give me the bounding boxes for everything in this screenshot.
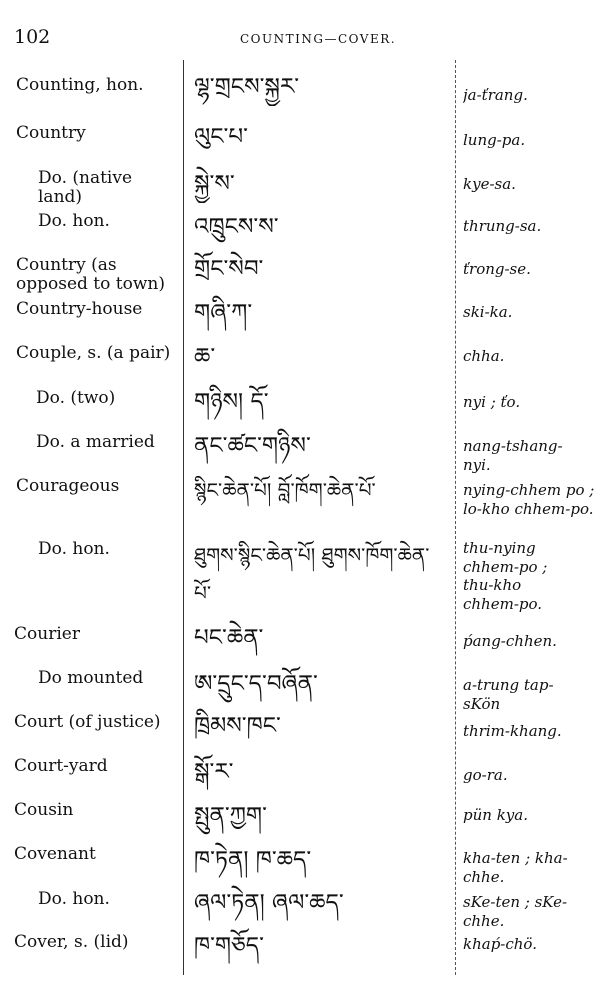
english-term: Court (of justice) xyxy=(14,712,161,732)
tibetan-term: སྒོ་ར་ xyxy=(194,759,234,785)
romanized-term: pün kya. xyxy=(463,806,528,824)
romanized-term: khaṕ-chö. xyxy=(463,935,537,953)
romanized-term: kye-sa. xyxy=(463,175,516,193)
romanized-term: ski-ka. xyxy=(463,303,513,321)
english-term: Counting, hon. xyxy=(16,75,144,95)
tibetan-term: སྐྱེ་ས་ xyxy=(194,171,235,197)
tibetan-term: ཆ་ xyxy=(194,344,216,370)
english-term: Do. hon. xyxy=(38,539,110,559)
tibetan-term: སྤུན་ཀྱག་ xyxy=(194,803,267,829)
romanized-term: ťrong-se. xyxy=(463,260,531,278)
tibetan-term: ཁྲིམས་ཁང་ xyxy=(194,713,281,739)
english-term: Courageous xyxy=(16,476,120,496)
english-term: Couple, s. (a pair) xyxy=(16,343,171,363)
english-term: Country xyxy=(16,123,86,143)
tibetan-term: ཨ་དྲུང་ད་བཞོན་ xyxy=(194,671,318,697)
english-term: Covenant xyxy=(14,844,96,864)
tibetan-term: ལྷ་གྲངས་སྐྱར་ xyxy=(194,74,300,100)
tibetan-term: ལུང་པ་ xyxy=(194,124,248,150)
english-term: Cover, s. (lid) xyxy=(14,932,129,952)
english-term: Do. (native land) xyxy=(38,168,133,207)
romanized-term: go-ra. xyxy=(463,766,508,784)
tibetan-term: འཁྲུངས་ས་ xyxy=(194,214,279,240)
tibetan-term: གཞི་ཀ་ xyxy=(194,300,253,326)
romanized-term: nying-chhem po ; lo-kho chhem-po. xyxy=(463,481,595,518)
romanized-term: nyi ; ťo. xyxy=(463,393,521,411)
english-term: Do mounted xyxy=(38,668,144,688)
english-term: Court-yard xyxy=(14,756,108,776)
english-term: Do. hon. xyxy=(38,211,110,231)
page-number: 102 xyxy=(14,26,51,48)
romanized-term: thu-nying chhem-po ; thu-kho chhem-po. xyxy=(463,539,548,613)
romanized-term: sKe-ten ; sKe-chhe. xyxy=(463,893,568,930)
tibetan-term: ཞལ་ཏེན། ཞལ་ཆད་ xyxy=(194,890,344,916)
romanized-term: ṕang-chhen. xyxy=(463,632,557,650)
tibetan-term: གྲོང་སེབ་ xyxy=(194,256,264,282)
english-term: Country-house xyxy=(16,299,143,319)
tibetan-term: ཁ་གཅོད་ xyxy=(194,933,264,959)
english-term: Do. (two) xyxy=(36,388,116,408)
english-term: Do. a married xyxy=(36,432,155,452)
romanized-term: kha-ten ; kha-chhe. xyxy=(463,849,568,886)
english-term: Do. hon. xyxy=(38,889,110,909)
english-term: Cousin xyxy=(14,800,74,820)
tibetan-term: ཐུགས་སྙིང་ཆེན་པོ། ཐུགས་ཁོག་ཆེན་པོ་ xyxy=(194,543,430,605)
english-term: Country (as opposed to town) xyxy=(16,255,165,294)
romanized-term: thrim-khang. xyxy=(463,722,562,740)
romanized-term: chha. xyxy=(463,347,505,365)
romanized-term: nang-tshang-nyi. xyxy=(463,437,563,474)
tibetan-term: སྙིང་ཆེན་པོ། བློ་ཁོག་ཆེན་པོ་ xyxy=(194,478,376,502)
tibetan-term: པང་ཆེན་ xyxy=(194,625,264,651)
romanized-term: thrung-sa. xyxy=(463,217,542,235)
tibetan-term: གཉིས། དོ་ xyxy=(194,389,269,415)
romanized-term: ja-ťrang. xyxy=(463,86,528,104)
running-head: COUNTING—COVER. xyxy=(240,32,397,46)
romanized-term: a-trung tap-sKön xyxy=(463,676,554,713)
romanized-term: lung-pa. xyxy=(463,131,526,149)
tibetan-term: ནང་ཚང་གཉིས་ xyxy=(194,433,311,459)
english-term: Courier xyxy=(14,624,80,644)
tibetan-term: ཁ་ཏེན། ཁ་ཆད་ xyxy=(194,847,312,873)
